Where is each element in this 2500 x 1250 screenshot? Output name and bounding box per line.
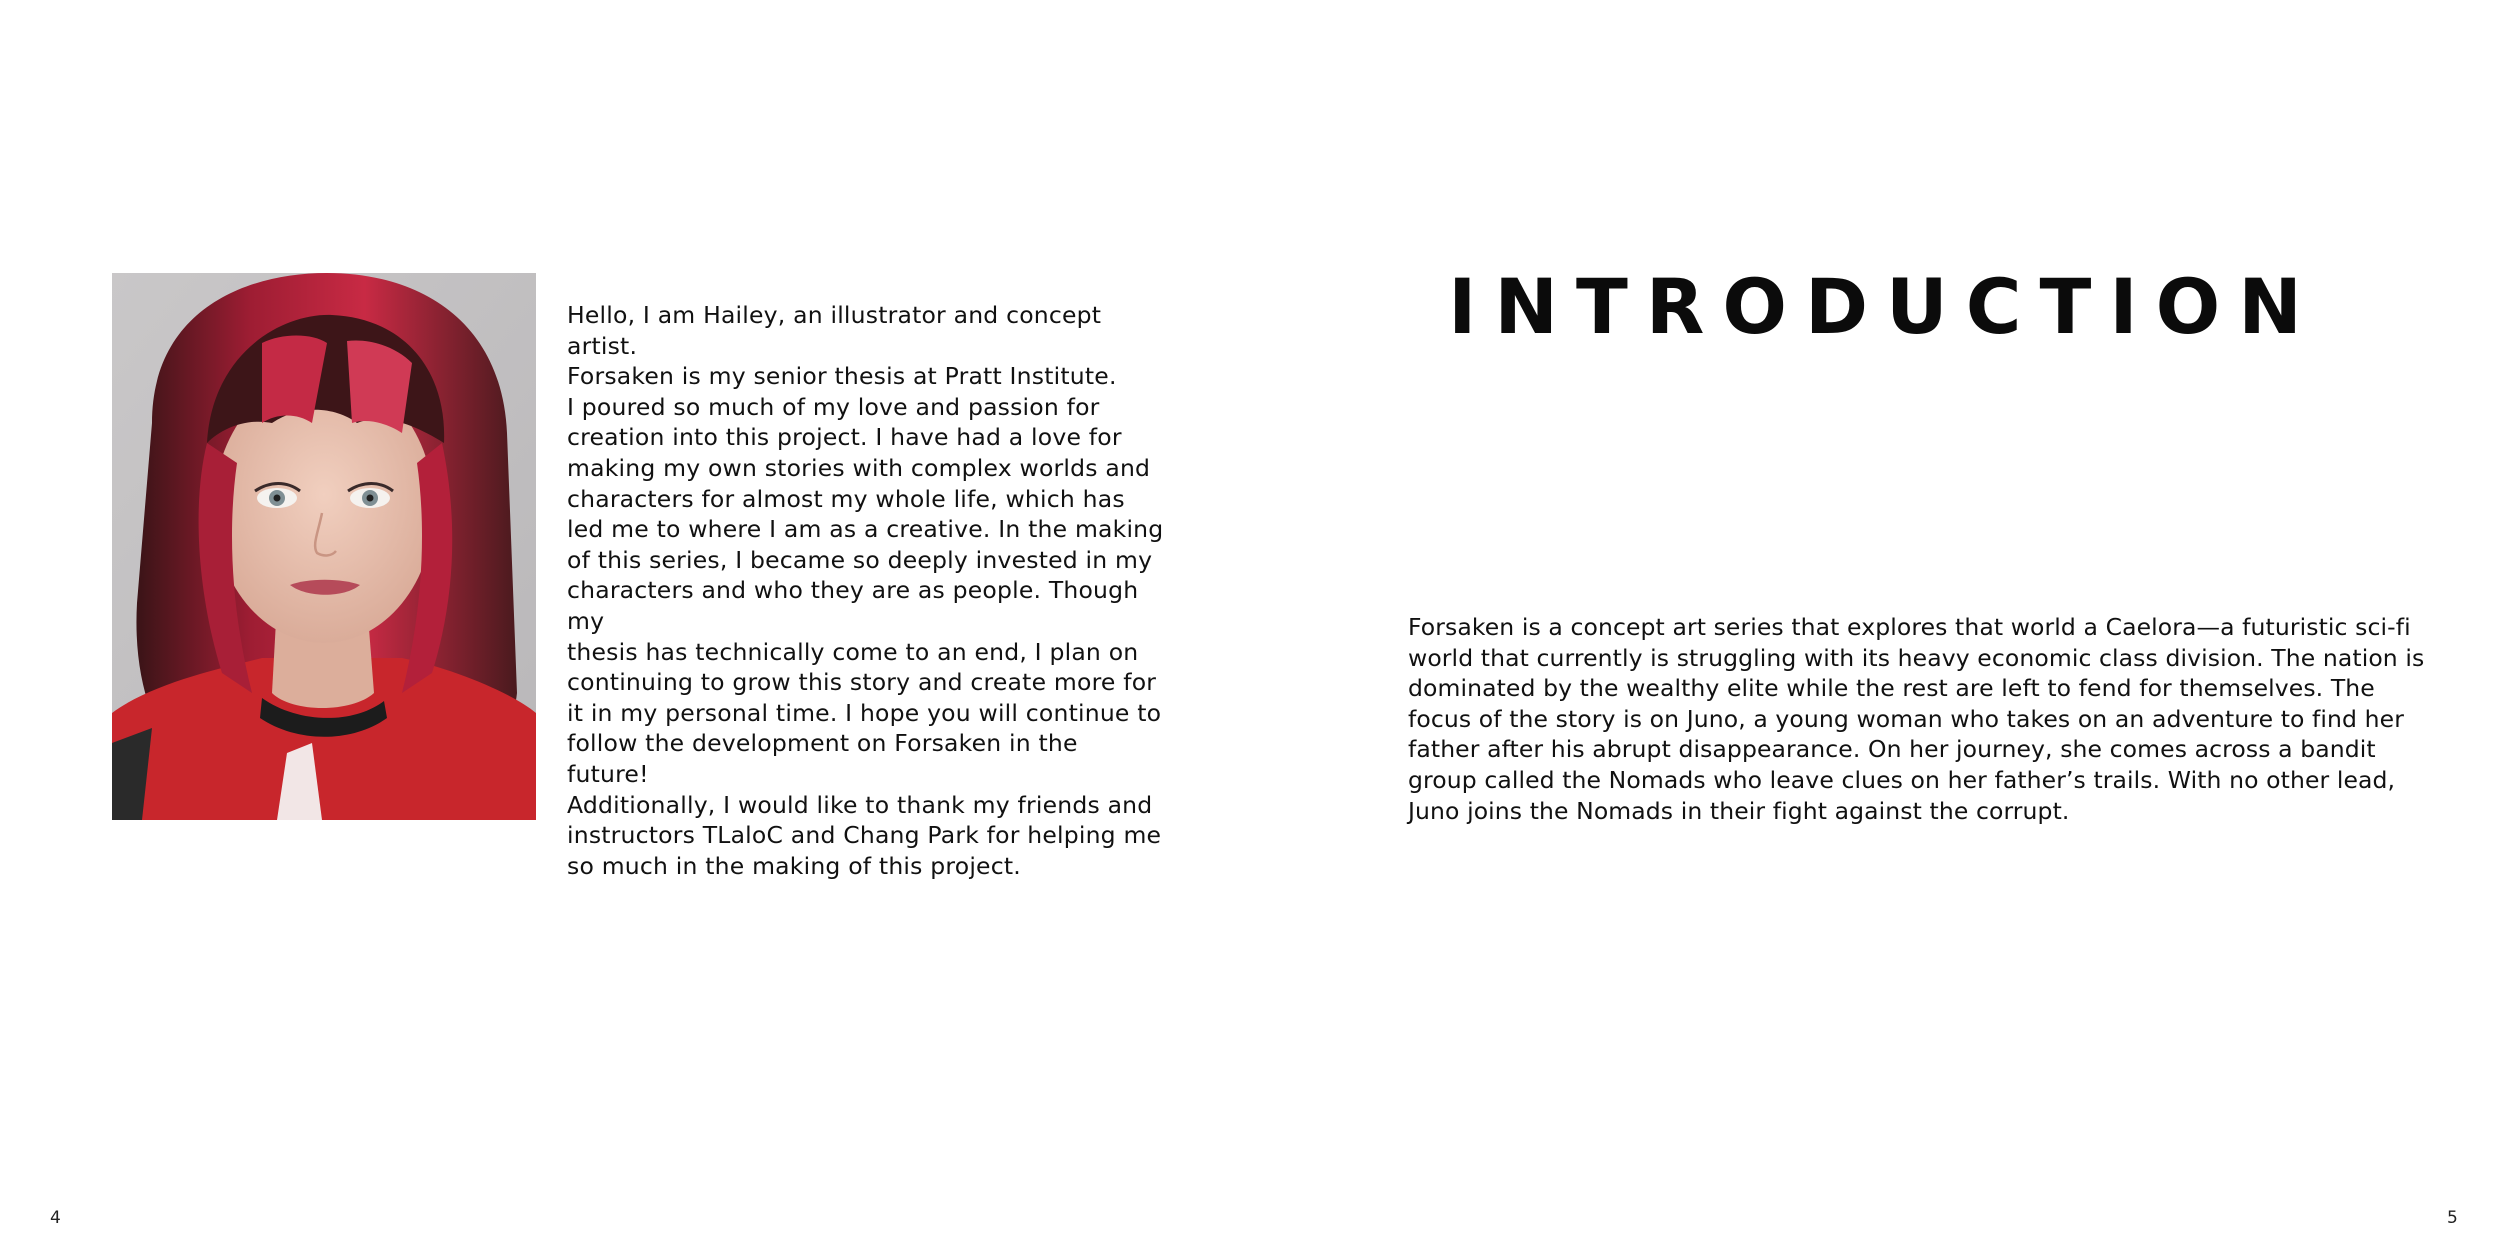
portrait-illustration	[112, 273, 536, 820]
page-number-left: 4	[50, 1208, 61, 1228]
introduction-heading: INTRODUCTION	[1448, 262, 2320, 351]
introduction-body: Forsaken is a concept art series that explores that world a Caelora—a futuristic sci-fi world that currently is struggling with its heavy economic class division. The nation is dominated by the wealthy elite while the rest are left to fend for themselves. The focus of the story is on Juno, a young woman who takes on an adventure to find her father after his abrupt disappearance. On her journey, she comes across a bandit group called the Nomads who leave clues on her father’s trails. With no other lead, Juno joins the Nomads in their fight against the corrupt.	[1408, 613, 2425, 825]
page-number-right: 5	[2447, 1208, 2458, 1228]
author-bio: Hello, I am Hailey, an illustrator and concept artist. Forsaken is my senior thesis at Pratt Institute. I poured so much of my love and passion for creation into this project. I have had a love for making my own stories with complex worlds and characters for almost my whole life, which has led me to where I am as a creative. In the making of this series, I became so deeply invested in my characters and who they are as people. Though my thesis has technically come to an end, I plan on continuing to grow this story and create more for it in my personal time. I hope you will continue to follow the development on Forsaken in the future! Additionally, I would like to thank my friends and instructors TLaloC and Chang Park for helping me so much in the making of this project.	[567, 301, 1164, 880]
author-portrait	[112, 273, 536, 820]
